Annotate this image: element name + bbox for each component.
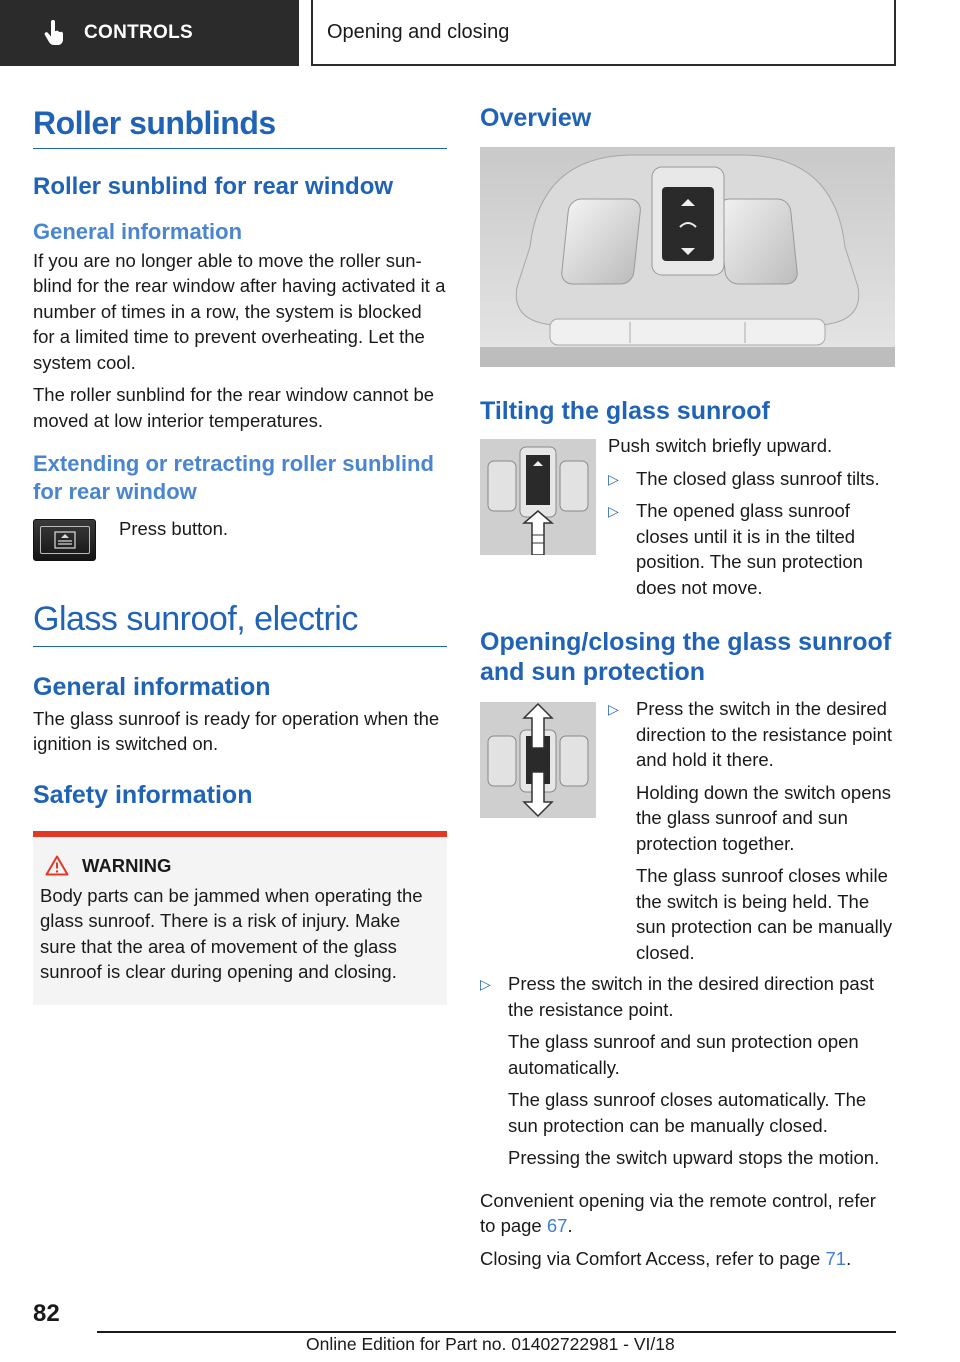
warning-box <box>33 831 447 1005</box>
paragraph-remote-control: Convenient opening via the remote control, refer to page 67. <box>480 1189 876 1236</box>
heading-general-information-1: General information <box>33 219 243 245</box>
warning-triangle-icon <box>45 855 69 876</box>
heading-glass-sunroof: Glass sunroof, electric <box>33 599 447 647</box>
page-number: 82 <box>33 1300 60 1327</box>
paragraph-comfort-access: Closing via Comfort Access, refer to page 71. <box>480 1247 852 1269</box>
heading-roller-sunblind-rear: Roller sunblind for rear window <box>33 173 394 201</box>
chapter-tab <box>311 0 896 66</box>
press-button-text: Press button. <box>119 518 229 540</box>
paragraph-low-temperatures: The roller sunblind for the rear window cannot be moved at low interior temperatures. <box>33 384 435 431</box>
open-bullet-2-p4: Pressing the switch upward stops the motion. <box>508 1147 880 1168</box>
paragraph-sunblind-blocked: If you are no longer able to move the roller sun-blind for the rear window after having activated it a number of times in a row, the system is blocked for a limited time to prevent overheating. Let the system cool. <box>33 249 446 373</box>
heading-general-information-2: General information <box>33 672 271 701</box>
open-switch-illustration <box>480 702 596 818</box>
open-bullet-2-p3: The glass sunroof closes automatically. The sun protection can be manually closed. <box>508 1089 867 1136</box>
warning-label: WARNING <box>82 854 172 876</box>
footer-edition: Online Edition for Part no. 01402722981 - VI/18 <box>306 1334 675 1354</box>
triangle-bullet-icon: ▷ <box>608 470 619 487</box>
open-bullet-2-p2: The glass sunroof and sun protection open automatically. <box>508 1031 859 1078</box>
footer-divider <box>97 1331 896 1333</box>
section-label: CONTROLS <box>84 22 194 43</box>
open-bullet-1-p2: Holding down the switch opens the glass sunroof and sun protection together. <box>636 781 892 854</box>
tilt-text <box>608 435 896 600</box>
right-column <box>480 98 896 1271</box>
open-bullet-2: ▷ Press the switch in the desired direction past the resistance point. <box>480 971 896 1022</box>
heading-opening-closing: Opening/closing the glass sunroof and sun protection <box>480 628 892 686</box>
tilt-bullet-2: ▷ The opened glass sunroof closes until it is in the tilted position. The sun protection does not move. <box>608 498 896 600</box>
link-page-71[interactable]: 71 <box>825 1247 847 1269</box>
open-section <box>480 698 896 965</box>
warning-text: Body parts can be jammed when operating the glass sunroof. There is a risk of injury. Make sure that the area of movement of the glass sunroof is clear during opening and closing. <box>40 884 423 983</box>
hand-pointer-icon <box>40 18 70 48</box>
open-bullet-1-p3: The glass sunroof closes while the switch is being held. The sun protection can be manually closed. <box>636 865 893 963</box>
sunblind-button-icon <box>33 519 96 561</box>
open-text <box>608 698 896 965</box>
open-bullet-1: ▷ Press the switch in the desired direction to the resistance point and hold it there. <box>608 696 896 773</box>
left-column <box>33 98 447 1005</box>
heading-roller-sunblinds: Roller sunblinds <box>33 104 447 149</box>
tilt-intro: Push switch briefly upward. <box>608 435 833 456</box>
link-page-67[interactable]: 67 <box>546 1215 568 1236</box>
tilt-switch-illustration <box>480 439 596 555</box>
chapter-label: Opening and closing <box>327 20 510 43</box>
triangle-bullet-icon: ▷ <box>608 503 619 519</box>
heading-tilting: Tilting the glass sunroof <box>480 397 770 425</box>
overview-photo <box>480 147 895 367</box>
triangle-bullet-icon: ▷ <box>480 976 491 992</box>
section-tab <box>0 0 299 66</box>
heading-extending-retracting: Extending or retracting roller sunblind for rear window <box>33 451 434 504</box>
triangle-bullet-icon: ▷ <box>608 701 619 717</box>
tilt-bullet-1: ▷ The closed glass sunroof tilts. <box>608 466 896 493</box>
paragraph-ignition: The glass sunroof is ready for operation when the ignition is switched on. <box>33 707 440 755</box>
tilt-section <box>480 435 896 600</box>
heading-overview: Overview <box>480 104 592 132</box>
heading-safety-information: Safety information <box>33 780 253 809</box>
press-button-row <box>33 519 447 561</box>
warning-title <box>45 855 439 877</box>
